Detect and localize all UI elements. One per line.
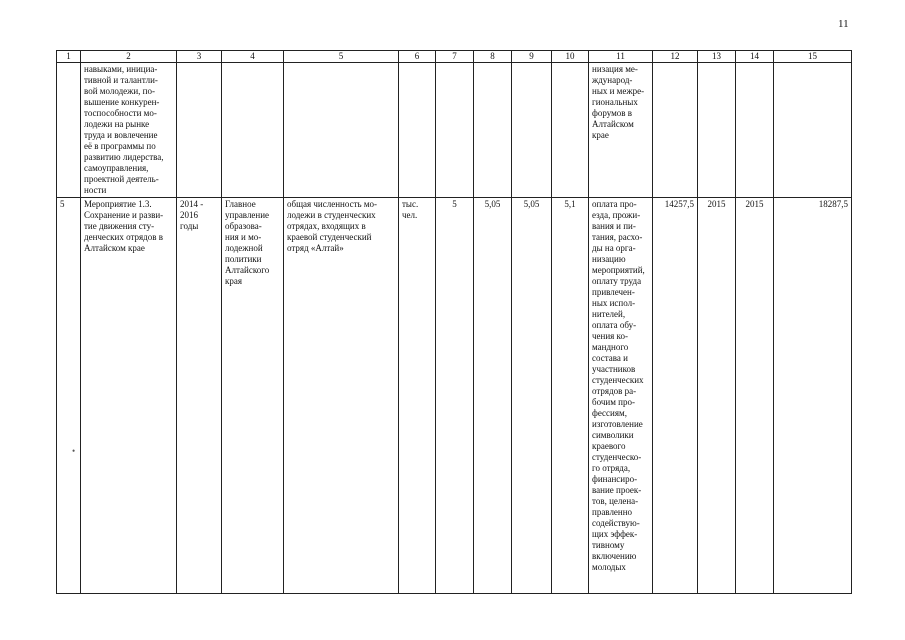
header-cell-4: 4 bbox=[222, 51, 284, 63]
header-cell-9: 9 bbox=[512, 51, 552, 63]
cell-executor: Главное управление образова- ния и мо- лодежной политики Алтайского края bbox=[222, 198, 284, 594]
header-cell-6: 6 bbox=[399, 51, 436, 63]
cell-expenses: оплата про- езда, прожи- вания и пи- тания, расхо- ды на орга- низацию мероприятий, оплату труда привлечен- ных испол- нителей, оплата обу- чения ко- мандного состава и участников студенческих отрядов ра- бочим про- фессиям, изготовление символики краевого студенческо- го отряда, финансиро- вание проек- тов, целена- правленно содействую- щих эффек- тивному включению молодых bbox=[589, 198, 653, 594]
cell-indicator bbox=[284, 63, 399, 198]
cell-description: навыками, инициа- тивной и талантли- вой молодежи, по- вышение конкурен- тоспособности мо- лодежи на рынке труда и вовлечение её в программы по развитию лидерства, самоуправления, проектной деятель- ности bbox=[81, 63, 177, 198]
header-cell-12: 12 bbox=[653, 51, 698, 63]
cell-value-8 bbox=[474, 63, 512, 198]
header-cell-2: 2 bbox=[81, 51, 177, 63]
cell-expenses: низация ме- ждународ- ных и межре- гиональных форумов в Алтайском крае bbox=[589, 63, 653, 198]
page-number: 11 bbox=[838, 18, 849, 30]
cell-value-12: 14257,5 bbox=[653, 198, 698, 594]
cell-unit: тыс. чел. bbox=[399, 198, 436, 594]
cell-value-7 bbox=[436, 63, 474, 198]
cell-value-13 bbox=[698, 63, 736, 198]
cell-value-10 bbox=[552, 63, 589, 198]
header-cell-13: 13 bbox=[698, 51, 736, 63]
stray-mark: • bbox=[72, 446, 76, 456]
cell-description: Мероприятие 1.3. Сохранение и разви- тие движения сту- денческих отрядов в Алтайском крае bbox=[81, 198, 177, 594]
header-cell-7: 7 bbox=[436, 51, 474, 63]
header-row bbox=[57, 51, 852, 63]
cell-executor bbox=[222, 63, 284, 198]
header-cell-3: 3 bbox=[177, 51, 222, 63]
header-cell-8: 8 bbox=[474, 51, 512, 63]
cell-value-15 bbox=[774, 63, 852, 198]
header-cell-5: 5 bbox=[284, 51, 399, 63]
table-row-continuation bbox=[57, 63, 852, 198]
cell-unit bbox=[399, 63, 436, 198]
table-row-5 bbox=[57, 198, 852, 594]
cell-value-13: 2015 bbox=[698, 198, 736, 594]
cell-value-10: 5,1 bbox=[552, 198, 589, 594]
cell-period bbox=[177, 63, 222, 198]
cell-number: 5 bbox=[57, 198, 81, 594]
header-cell-14: 14 bbox=[736, 51, 774, 63]
cell-value-7: 5 bbox=[436, 198, 474, 594]
cell-indicator: общая численность мо- лодежи в студенческих отрядах, входящих в краевой студенческий отряд «Алтай» bbox=[284, 198, 399, 594]
cell-value-12 bbox=[653, 63, 698, 198]
program-table bbox=[56, 50, 852, 594]
header-cell-15: 15 bbox=[774, 51, 852, 63]
cell-value-14 bbox=[736, 63, 774, 198]
cell-value-14: 2015 bbox=[736, 198, 774, 594]
header-cell-11: 11 bbox=[589, 51, 653, 63]
header-cell-1: 1 bbox=[57, 51, 81, 63]
cell-value-15: 18287,5 bbox=[774, 198, 852, 594]
cell-period: 2014 - 2016 годы bbox=[177, 198, 222, 594]
header-cell-10: 10 bbox=[552, 51, 589, 63]
cell-value-8: 5,05 bbox=[474, 198, 512, 594]
cell-value-9: 5,05 bbox=[512, 198, 552, 594]
cell-value-9 bbox=[512, 63, 552, 198]
cell-number bbox=[57, 63, 81, 198]
